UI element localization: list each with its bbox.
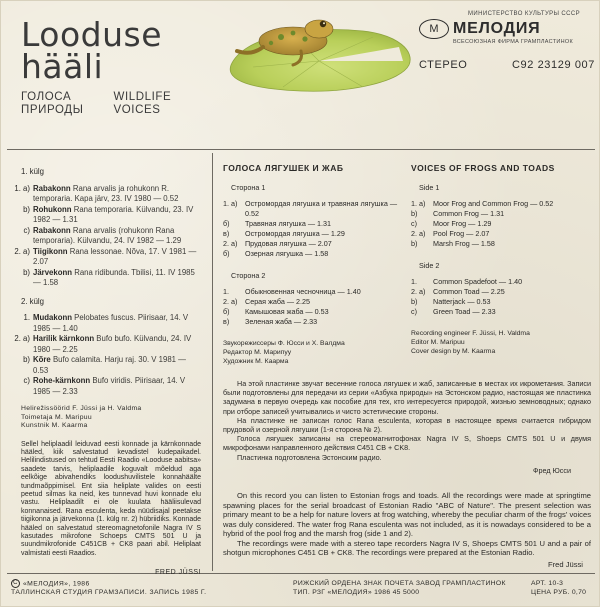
ru-paragraph: Пластинка подготовлена Эстонским радио. bbox=[237, 452, 382, 462]
est-track: b) Rohukonn Rana temporaria. Külvandu, 23. IV 1982 — 1.31 bbox=[23, 204, 194, 224]
subtitle-en-line-2: VOICES bbox=[113, 104, 161, 116]
est-track: b) Järvekonn Rana ridibunda. Tbilisi, 11. IV 1985 — 1.58 bbox=[23, 267, 195, 287]
en-track: b) Natterjack — 0.53 bbox=[411, 297, 491, 306]
est-credits: Helirežissöörid F. Jüssi ja H. Valdma Toimetaja M. Maripuu Kunstnik M. Kaarma bbox=[21, 405, 142, 429]
subtitle-en-line-1: WILDLIFE bbox=[113, 91, 172, 103]
ru-track: б) Озерная лягушка — 1.58 bbox=[223, 249, 329, 258]
est-track: 2. a) Tiigikonn Rana lessonae. Nõva, 17. V 1981 — 2.07 bbox=[14, 246, 197, 266]
ministry-text: МИНИСТЕРСТВО КУЛЬТУРЫ СССР bbox=[468, 11, 580, 17]
english-tracklist bbox=[411, 163, 591, 356]
brand-row bbox=[419, 19, 595, 39]
album-title-line-1: Looduse bbox=[21, 15, 163, 54]
estonian-column bbox=[11, 167, 201, 579]
album-title-line-2: hääli bbox=[21, 47, 104, 86]
est-track: 2. a) Harilik kärnkonn Bufo bufo. Külvandu, 24. IV 1980 — 2.25 bbox=[14, 334, 192, 354]
en-track: c) Green Toad — 2.33 bbox=[411, 307, 496, 316]
est-liner-notes: Sellel heliplaadil leiduvad eesti konnade ja kärnkonnade hääled, kiik salvestatud kevadistel kudepaikadel. Helilindistused on tehtud Eesti Raadio «Looduse aabitsa» saadete tarvis, heliplaadile koguvalt mõeldud aga eelkõige abivahendiks loodushuvilistele konnahäälte tundmaõppimisel. Ent siia heliplate valides on eesti peetud silmas ka neid, kes tunnevad huvi konnade elu vastu. Heliplaadilt ei ole kuulata hääliisulevad konnanaised. Rana esculenta, keda nüüdisajal peetakse tiigikonna ja järvekonna (1. külg nr. 2) hübriidiks. Konnade hääled on salvestatud stereomagnetofonile Nagra IV S kasutades mikrofone Schoeps CMTS 501 U ja suundmikrofonide C451CB + CK8 paari abil. Heliplaat valmistati eesti Raadios. bbox=[21, 440, 201, 557]
est-signature: FRED JÜSSI bbox=[155, 569, 201, 577]
copyright-text: «МЕЛОДИЯ», 1986 bbox=[23, 580, 90, 588]
factory-text: РИЖСКИЙ ОРДЕНА ЗНАК ПОЧЕТА ЗАВОД ГРАМПЛАСТИНОК bbox=[293, 580, 506, 587]
ru-side2-heading: Сторона 2 bbox=[231, 271, 266, 280]
subtitle-russian bbox=[21, 91, 83, 117]
ru-track: в) Зеленая жаба — 2.33 bbox=[223, 317, 318, 326]
stereo-label: СТЕРЕО bbox=[419, 59, 468, 71]
en-track: 2. a) Pool Frog — 2.07 bbox=[411, 229, 490, 238]
est-track: c) Rabakonn Rana arvalis (rohukonn Rana temporaria). Külvandu, 24. IV 1982 — 1.29 bbox=[23, 225, 182, 245]
en-side1-heading: Side 1 bbox=[419, 183, 440, 192]
en-track: 2. a) Common Toad — 2.25 bbox=[411, 287, 505, 296]
en-track: c) Moor Frog — 1.29 bbox=[411, 219, 492, 228]
ru-track: 2. а) Прудовая лягушка — 2.07 bbox=[223, 239, 332, 248]
album-title-block bbox=[21, 15, 172, 117]
ru-track: б) Травяная лягушка — 1.31 bbox=[223, 219, 332, 228]
en-signature: Fred Jüssi bbox=[547, 559, 583, 569]
ru-track: 1. Обыкновенная чесночница — 1.40 bbox=[223, 287, 361, 296]
russian-tracklist bbox=[223, 163, 403, 366]
est-track: c) Rohe-kärnkonn Bufo viridis. Piirisaar, 14. V 1985 — 2.33 bbox=[23, 376, 186, 396]
catalog-row bbox=[419, 59, 595, 71]
column-divider bbox=[212, 153, 213, 571]
en-paragraph: On this record you can listen to Estonian frogs and toads. All the recordings were made at springtime spawning places for the serial broadcast of Estonian Radio "ABC of Nature". The present selection was primary meant to be a help for nature lovers at frog watching, whereby the peculiar charm of the frogs' voices was duly considered. The water frog Rana esculenta was not included, as it is nowadays considered to be a hybrid of the pool frog and the marsh frog (side 1 and 2). bbox=[223, 491, 591, 538]
en-title: VOICES OF FROGS AND TOADS bbox=[411, 163, 555, 173]
est-side1-heading: 1. külg bbox=[21, 167, 44, 176]
en-track: b) Marsh Frog — 1.58 bbox=[411, 239, 495, 248]
ru-credits: Звукорежиссеры Ф. Юсси и Х. Валдма Редактор М. Марипуу Художник М. Каарма bbox=[223, 340, 345, 365]
ru-side1-heading: Сторона 1 bbox=[231, 183, 266, 192]
est-track: b) Kõre Bufo calamita. Harju raj. 30. V 1981 — 0.53 bbox=[23, 355, 186, 375]
header-divider bbox=[7, 149, 595, 150]
footer-middle bbox=[293, 579, 523, 597]
ru-paragraph: На пластинке не записан голос Rana esculenta, которая в настоящее время считается гибридом прудовой и озерной лягушки (1-я сторона № 2). bbox=[223, 415, 591, 435]
en-track: b) Common Frog — 1.31 bbox=[411, 209, 505, 218]
ru-track: в) Остромордая лягушка — 1.29 bbox=[223, 229, 345, 238]
ru-signature: Фред Юсси bbox=[533, 465, 571, 475]
ru-track: 2. а) Серая жаба — 2.25 bbox=[223, 297, 310, 306]
album-subtitle bbox=[21, 91, 171, 117]
art-number: АРТ. 10-3 bbox=[531, 580, 564, 587]
est-track: 1. a) Rabakonn Rana arvalis ja rohukonn R. temporaria. Kapa järv, 23. IV 1980 — 0.52 bbox=[14, 183, 179, 203]
en-credits: Recording engineer F. Jüssi, H. Valdma Editor M. Maripuu Cover design by M. Kaarma bbox=[411, 330, 530, 355]
ru-track: б) Камышовая жаба — 0.53 bbox=[223, 307, 329, 316]
frog-on-lily-pad-illustration bbox=[223, 7, 418, 93]
russian-liner-notes bbox=[223, 379, 591, 475]
subtitle-ru-line-1: ГОЛОСА bbox=[21, 91, 72, 103]
melodiya-logo-icon: М bbox=[419, 19, 449, 39]
est-track: 1. Mudakonn Pelobates fuscus. Piirisaar, 14. V 1985 — 1.40 bbox=[23, 313, 189, 333]
subtitle-english bbox=[113, 91, 171, 117]
footer-right bbox=[531, 579, 595, 597]
subtitle-ru-line-2: ПРИРОДЫ bbox=[21, 104, 84, 116]
en-track: 1. Common Spadefoot — 1.40 bbox=[411, 277, 523, 286]
catalog-number: С92 23129 007 bbox=[511, 59, 595, 71]
studio-text: ТАЛЛИНСКАЯ СТУДИЯ ГРАМЗАПИСИ. ЗАПИСЬ 1985 Г. bbox=[11, 589, 207, 597]
ru-title: ГОЛОСА ЛЯГУШЕК И ЖАБ bbox=[223, 163, 344, 173]
print-text: ТИП. РЗГ «МЕЛОДИЯ» 1986 45 5000 bbox=[293, 589, 420, 596]
copyright-icon: C bbox=[11, 579, 20, 588]
price-text: ЦЕНА РУБ. 0,70 bbox=[531, 589, 587, 596]
est-side2-heading: 2. külg bbox=[21, 296, 44, 306]
brand-name: МЕЛОДИЯ bbox=[453, 20, 541, 37]
english-liner-notes bbox=[223, 491, 591, 569]
ru-paragraph: Голоса лягушек записаны на стереомагнитофонах Nagra IV S, Shoeps CMTS 501 U и двумя микрофонами направленного действия C451 CB + CK8. bbox=[223, 434, 591, 453]
ru-paragraph: На этой пластинке звучат весенние голоса лягушек и жаб, записанные в местах их икрометания. Записи были подготовлены для передачи из серии «Азбука природы» на Эстонском радио, настоящая же пластинка задумана в первую очередь как пособие для тех, кто интересуется природой, жизнью земноводных; однако при отборе записей учитывались и чисто эстетические стороны. bbox=[223, 379, 591, 416]
melodiya-label bbox=[419, 11, 595, 71]
en-paragraph: The recordings were made with a stereo tape recorders Nagra IV S, Shoeps CMTS 501 U and a pair of shotgun microphones C451 CB + CK8. The recordings were prepared at the Estonian Radio. bbox=[223, 538, 591, 557]
firm-text-1: ВСЕСОЮЗНАЯ ФИРМА ГРАМПЛАСТИНОК bbox=[453, 39, 573, 45]
ru-track: 1. а) Остромордая лягушка и травяная лягушка — 0.52 bbox=[223, 199, 398, 218]
en-track: 1. a) Moor Frog and Common Frog — 0.52 bbox=[411, 199, 554, 208]
en-side2-heading: Side 2 bbox=[419, 261, 440, 270]
footer-left bbox=[11, 579, 211, 597]
